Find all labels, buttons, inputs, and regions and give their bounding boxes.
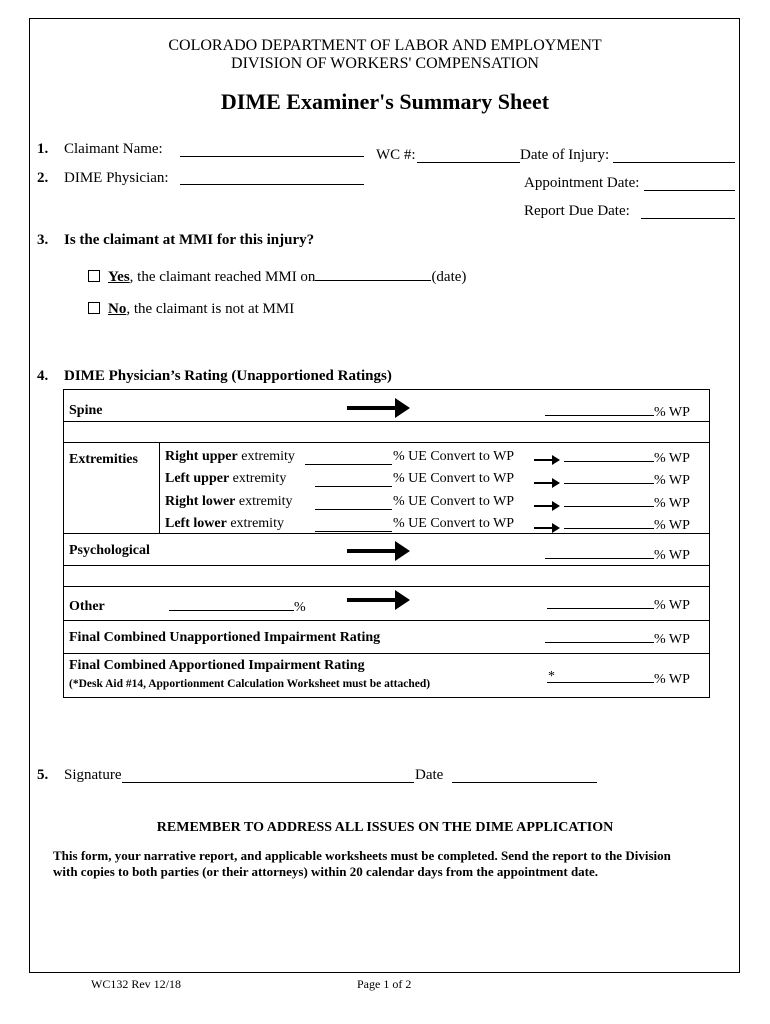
row-divider xyxy=(63,565,710,566)
wp-suffix: % WP xyxy=(654,451,690,466)
extremity-bold: Right upper xyxy=(165,449,238,464)
wp-suffix: % WP xyxy=(654,598,690,613)
right-lower-label xyxy=(165,494,293,510)
row-divider xyxy=(63,442,710,443)
row-divider xyxy=(63,421,710,422)
right-lower-wp-field[interactable] xyxy=(564,494,690,512)
convert-arrow-icon xyxy=(534,522,560,534)
yes-checkbox[interactable] xyxy=(88,270,100,282)
other-label: Other xyxy=(69,599,105,614)
ue-convert-text: % UE Convert to WP xyxy=(393,494,515,509)
no-text: , the claimant is not at MMI xyxy=(126,301,295,317)
left-lower-wp-field[interactable] xyxy=(564,516,690,534)
percent-suffix: % xyxy=(294,600,306,615)
section-5-number: 5. xyxy=(37,767,49,783)
yes-suffix: (date) xyxy=(431,269,467,285)
extremity-bold: Right lower xyxy=(165,494,236,509)
reminder-heading: REMEMBER TO ADDRESS ALL ISSUES ON THE DIME APPLICATION xyxy=(156,820,614,835)
division-heading: DIVISION OF WORKERS' COMPENSATION xyxy=(231,55,539,72)
extremity-bold: Left lower xyxy=(165,516,227,531)
section-3-number: 3. xyxy=(37,232,49,248)
left-upper-ue-field[interactable] xyxy=(315,474,392,487)
claimant-name-field[interactable] xyxy=(180,144,364,157)
ue-convert-text: % UE Convert to WP xyxy=(393,449,515,464)
psych-arrow-icon xyxy=(347,540,411,562)
ue-convert-text: % UE Convert to WP xyxy=(393,516,515,531)
no-word: No xyxy=(108,301,127,317)
asterisk-mark: * xyxy=(548,669,555,684)
psych-wp-field[interactable] xyxy=(545,546,690,564)
final-apportioned-label: Final Combined Apportioned Impairment Rating xyxy=(69,658,365,673)
wp-suffix: % WP xyxy=(654,473,690,488)
final-apportioned-wp-field[interactable] xyxy=(547,670,690,688)
wp-suffix: % WP xyxy=(654,518,690,533)
report-due-date-label: Report Due Date: xyxy=(524,203,630,219)
mmi-date-field[interactable] xyxy=(315,268,431,281)
right-upper-ue-field[interactable] xyxy=(305,452,392,465)
right-upper-wp-field[interactable] xyxy=(564,449,690,467)
section-2-number: 2. xyxy=(37,170,49,186)
no-checkbox[interactable] xyxy=(88,302,100,314)
row-divider xyxy=(63,620,710,621)
left-upper-label xyxy=(165,471,286,487)
column-divider xyxy=(159,442,160,533)
instructions-line-2: with copies to both parties (or their attorneys) within 20 calendar days from the appointment date. xyxy=(53,864,599,879)
other-arrow-icon xyxy=(347,589,411,611)
spine-arrow-icon xyxy=(347,397,411,419)
final-unapportioned-label: Final Combined Unapportioned Impairment Rating xyxy=(69,630,381,645)
spine-label: Spine xyxy=(69,403,103,418)
final-unapportioned-wp-field[interactable] xyxy=(545,630,690,648)
yes-word: Yes xyxy=(108,269,130,285)
yes-text: , the claimant reached MMI on xyxy=(129,269,316,285)
signature-field[interactable] xyxy=(122,770,414,783)
extremity-rest: extremity xyxy=(229,471,287,486)
right-upper-label xyxy=(165,449,295,465)
wc-number-label: WC #: xyxy=(376,147,416,163)
psychological-label: Psychological xyxy=(69,543,150,558)
department-heading: COLORADO DEPARTMENT OF LABOR AND EMPLOYMENT xyxy=(168,37,602,54)
appointment-date-field[interactable] xyxy=(644,178,735,191)
wp-suffix: % WP xyxy=(654,405,690,420)
date-of-injury-label: Date of Injury: xyxy=(520,147,610,163)
signature-label: Signature xyxy=(64,767,122,783)
extremities-label: Extremities xyxy=(69,452,138,467)
mmi-question: Is the claimant at MMI for this injury? xyxy=(64,232,315,248)
mmi-no-option[interactable] xyxy=(88,301,294,318)
wc-number-field[interactable] xyxy=(417,150,520,163)
claimant-name-label: Claimant Name: xyxy=(64,141,163,157)
left-upper-wp-field[interactable] xyxy=(564,471,690,489)
extremity-bold: Left upper xyxy=(165,471,230,486)
instructions-line-1: This form, your narrative report, and applicable worksheets must be completed. Send the report to the Division xyxy=(53,848,671,863)
mmi-yes-option[interactable] xyxy=(88,268,466,286)
ue-convert-text: % UE Convert to WP xyxy=(393,471,515,486)
rating-heading: DIME Physician’s Rating (Unapportioned Ratings) xyxy=(64,368,392,384)
extremity-rest: extremity xyxy=(235,494,293,509)
extremity-rest: extremity xyxy=(237,449,295,464)
desk-aid-note: (*Desk Aid #14, Apportionment Calculation Worksheet must be attached) xyxy=(69,678,431,690)
left-lower-ue-field[interactable] xyxy=(315,519,392,532)
dime-physician-label: DIME Physician: xyxy=(64,170,169,186)
other-wp-field[interactable] xyxy=(547,596,690,614)
dime-physician-field[interactable] xyxy=(180,172,364,185)
spine-wp-field[interactable] xyxy=(545,403,690,421)
wp-suffix: % WP xyxy=(654,548,690,563)
convert-arrow-icon xyxy=(534,477,560,489)
other-percent-field[interactable] xyxy=(169,598,306,616)
signature-date-field[interactable] xyxy=(452,770,597,783)
convert-arrow-icon xyxy=(534,454,560,466)
section-4-number: 4. xyxy=(37,368,49,384)
form-id: WC132 Rev 12/18 xyxy=(91,977,181,991)
row-divider xyxy=(63,653,710,654)
section-1-number: 1. xyxy=(37,141,49,157)
date-label: Date xyxy=(415,767,444,783)
extremity-rest: extremity xyxy=(226,516,284,531)
appointment-date-label: Appointment Date: xyxy=(524,175,640,191)
convert-arrow-icon xyxy=(534,500,560,512)
date-of-injury-field[interactable] xyxy=(613,150,735,163)
wp-suffix: % WP xyxy=(654,632,690,647)
row-divider xyxy=(63,586,710,587)
wp-suffix: % WP xyxy=(654,672,690,687)
left-lower-label xyxy=(165,516,284,532)
report-due-date-field[interactable] xyxy=(641,206,735,219)
wp-suffix: % WP xyxy=(654,496,690,511)
page-title: DIME Examiner's Summary Sheet xyxy=(220,89,550,114)
page-number: Page 1 of 2 xyxy=(357,977,412,991)
right-lower-ue-field[interactable] xyxy=(315,497,392,510)
